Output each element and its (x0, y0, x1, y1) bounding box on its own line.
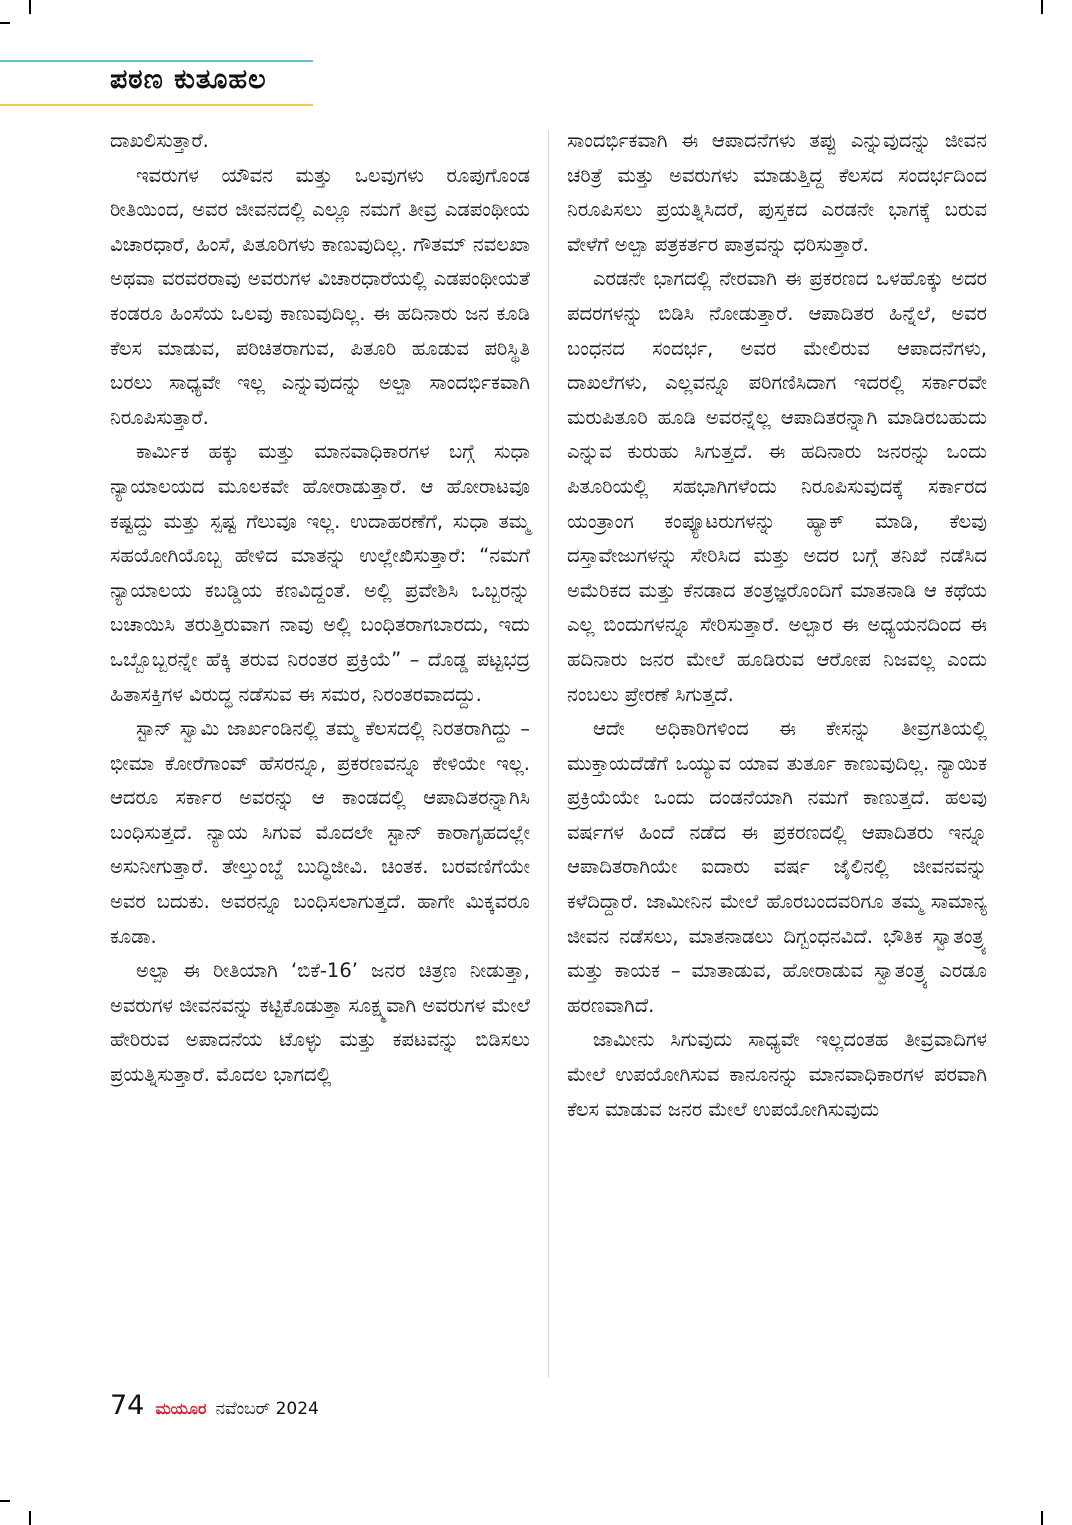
header-rule-top (0, 60, 313, 62)
magazine-logo: ಮಯೂರ (155, 1399, 207, 1418)
paragraph: ಅಲ್ಪಾ ಈ ರೀತಿಯಾಗಿ ‘ಬಿಕೆ-16’ ಜನರ ಚಿತ್ರಣ ನೀಡುತ್ತಾ, ಅವರುಗಳ ಜೀವನವನ್ನು ಕಟ್ಟಿಕೊಡುತ್ತಾ ಸೂಕ್ಷ್ಮವಾಗಿ ಅವರುಗಳ ಮೇಲೆ ಹೇರಿರುವ ಅಪಾದನೆಯ ಟೊಳ್ಳು ಮತ್ತು ಕಪಟವನ್ನು ಬಿಡಿಸಲು ಪ್ರಯತ್ನಿಸುತ್ತಾರೆ. ಮೊದಲ ಭಾಗದಲ್ಲಿ (110, 959, 530, 1087)
crop-mark-top-right (1041, 0, 1043, 14)
paragraph: ಎರಡನೇ ಭಾಗದಲ್ಲಿ ನೇರವಾಗಿ ಈ ಪ್ರಕರಣದ ಒಳಹೊಕ್ಕು ಅದರ ಪದರಗಳನ್ನು ಬಿಡಿಸಿ ನೋಡುತ್ತಾರೆ. ಆಪಾದಿತರ ಹಿನ್ನೆಲೆ, ಅವರ ಬಂಧನದ ಸಂದರ್ಭ, ಅವರ ಮೇಲಿರುವ ಆಪಾದನೆಗಳು, ದಾಖಲೆಗಳು, ಎಲ್ಲವನ್ನೂ ಪರಿಗಣಿಸಿದಾಗ ಇದರಲ್ಲಿ ಸರ್ಕಾರವೇ ಮರುಪಿತೂರಿ ಹೂಡಿ ಅವರನ್ನೆಲ್ಲ ಆಪಾದಿತರನ್ನಾಗಿ ಮಾಡಿರಬಹುದು ಎನ್ನುವ ಕುರುಹು ಸಿಗುತ್ತದೆ. ಈ ಹದಿನಾರು ಜನರನ್ನು ಒಂದು ಪಿತೂರಿಯಲ್ಲಿ ಸಹಭಾಗಿಗಳೆಂದು ನಿರೂಪಿಸುವುದಕ್ಕೆ ಸರ್ಕಾರದ ಯಂತ್ರಾಂಗ ಕಂಪ್ಯೂಟರುಗಳನ್ನು ಹ್ಯಾಕ್ ಮಾಡಿ, ಕೆಲವು ದಸ್ತಾವೇಜುಗಳನ್ನು ಸೇರಿಸಿದ ಮತ್ತು ಅದರ ಬಗ್ಗೆ ತನಿಖೆ ನಡೆಸಿದ ಅಮೆರಿಕದ ಮತ್ತು ಕೆನಡಾದ ತಂತ್ರಜ್ಞರೊಂದಿಗೆ ಮಾತನಾಡಿ ಆ ಕಥೆಯ ಎಲ್ಲ ಬಿಂದುಗಳನ್ನೂ ಸೇರಿಸುತ್ತಾರೆ. ಅಲ್ಪಾರ ಈ ಅಧ್ಯಯನದಿಂದ ಈ ಹದಿನಾರು ಜನರ ಮೇಲೆ ಹೂಡಿರುವ ಆರೋಪ ನಿಜವಲ್ಲ ಎಂದು ನಂಬಲು ಪ್ರೇರಣೆ ಸಿಗುತ್ತದೆ. (567, 267, 987, 706)
crop-mark-bottom-left (29, 1511, 31, 1525)
issue-date: ನವೆಂಬರ್ 2024 (215, 1399, 319, 1419)
left-column (110, 124, 530, 1093)
crop-mark-top-left (29, 0, 31, 14)
header-rule-bottom (0, 104, 313, 106)
paragraph: ದಾಖಲಿಸುತ್ತಾರೆ. (110, 129, 209, 152)
crop-mark-left-lower (0, 1500, 10, 1502)
crop-mark-left-upper (0, 22, 10, 24)
paragraph: ಸಾಂದರ್ಭಿಕವಾಗಿ ಈ ಆಪಾದನೆಗಳು ತಪ್ಪು ಎನ್ನುವುದನ್ನು ಜೀವನ ಚರಿತ್ರೆ ಮತ್ತು ಅವರುಗಳು ಮಾಡುತ್ತಿದ್ದ ಕೆಲಸದ ಸಂದರ್ಭದಿಂದ ನಿರೂಪಿಸಲು ಪ್ರಯತ್ನಿಸಿದರೆ, ಪುಸ್ತಕದ ಎರಡನೇ ಭಾಗಕ್ಕೆ ಬರುವ ವೇಳೆಗೆ ಅಲ್ಪಾ ಪತ್ರಕರ್ತರ ಪಾತ್ರವನ್ನು ಧರಿಸುತ್ತಾರೆ. (567, 129, 987, 256)
paragraph: ಜಾಮೀನು ಸಿಗುವುದು ಸಾಧ್ಯವೇ ಇಲ್ಲದಂತಹ ತೀವ್ರವಾದಿಗಳ ಮೇಲೆ ಉಪಯೋಗಿಸುವ ಕಾನೂನನ್ನು ಮಾನವಾಧಿಕಾರಗಳ ಪರವಾಗಿ ಕೆಲಸ ಮಾಡುವ ಜನರ ಮೇಲೆ ಉಪಯೋಗಿಸುವುದು (567, 1028, 987, 1121)
paragraph: ಸ್ಟಾನ್ ಸ್ವಾಮಿ ಜಾರ್ಖಂಡಿನಲ್ಲಿ ತಮ್ಮ ಕೆಲಸದಲ್ಲಿ ನಿರತರಾಗಿದ್ದು – ಭೀಮಾ ಕೋರೆಗಾಂವ್ ಹೆಸರನ್ನೂ, ಪ್ರಕರಣವನ್ನೂ ಕೇಳಿಯೇ ಇಲ್ಲ. ಆದರೂ ಸರ್ಕಾರ ಅವರನ್ನು ಆ ಕಾಂಡದಲ್ಲಿ ಆಪಾದಿತರನ್ನಾಗಿಸಿ ಬಂಧಿಸುತ್ತದೆ. ನ್ಯಾಯ ಸಿಗುವ ಮೊದಲೇ ಸ್ಟಾನ್ ಕಾರಾಗೃಹದಲ್ಲೇ ಅಸುನೀಗುತ್ತಾರೆ. ತೇಲ್ತುಂಬ್ಡೆ ಬುದ್ಧಿಜೀವಿ. ಚಿಂತಕ. ಬರವಣಿಗೆಯೇ ಅವರ ಬದುಕು. ಅವರನ್ನೂ ಬಂಧಿಸಲಾಗುತ್ತದೆ. ಹಾಗೇ ಮಿಕ್ಕವರೂ ಕೂಡಾ. (110, 717, 530, 948)
page-footer (110, 1390, 319, 1421)
paragraph: ಕಾರ್ಮಿಕ ಹಕ್ಕು ಮತ್ತು ಮಾನವಾಧಿಕಾರಗಳ ಬಗ್ಗೆ ಸುಧಾ ನ್ಯಾಯಾಲಯದ ಮೂಲಕವೇ ಹೋರಾಡುತ್ತಾರೆ. ಆ ಹೋರಾಟವೂ ಕಷ್ಟದ್ದು ಮತ್ತು ಸ್ಪಷ್ಟ ಗೆಲುವೂ ಇಲ್ಲ. ಉದಾಹರಣೆಗೆ, ಸುಧಾ ತಮ್ಮ ಸಹಯೋಗಿಯೊಬ್ಬ ಹೇಳಿದ ಮಾತನ್ನು ಉಲ್ಲೇಖಿಸುತ್ತಾರೆ: “ನಮಗೆ ನ್ಯಾಯಾಲಯ ಕಬಡ್ಡಿಯ ಕಣವಿದ್ದಂತೆ. ಅಲ್ಲಿ ಪ್ರವೇಶಿಸಿ ಒಬ್ಬರನ್ನು ಬಚಾಯಿಸಿ ತರುತ್ತಿರುವಾಗ ನಾವು ಅಲ್ಲಿ ಬಂಧಿತರಾಗಬಾರದು, ಇದು ಒಬ್ಬೊಬ್ಬರನ್ನೇ ಹೆಕ್ಕಿ ತರುವ ನಿರಂತರ ಪ್ರಕ್ರಿಯೆ” – ದೊಡ್ಡ ಪಟ್ಟಭದ್ರ ಹಿತಾಸಕ್ತಿಗಳ ವಿರುದ್ಧ ನಡೆಸುವ ಈ ಸಮರ, ನಿರಂತರವಾದದ್ದು. (110, 440, 530, 706)
crop-mark-bottom-right (1041, 1511, 1043, 1525)
paragraph: ಇವರುಗಳ ಯೌವನ ಮತ್ತು ಒಲವುಗಳು ರೂಪುಗೊಂಡ ರೀತಿಯಿಂದ, ಅವರ ಜೀವನದಲ್ಲಿ ಎಲ್ಲೂ ನಮಗೆ ತೀವ್ರ ಎಡಪಂಥೀಯ ವಿಚಾರಧಾರೆ, ಹಿಂಸೆ, ಪಿತೂರಿಗಳು ಕಾಣುವುದಿಲ್ಲ. ಗೌತಮ್ ನವಲಖಾ ಅಥವಾ ವರವರರಾವು ಅವರುಗಳ ವಿಚಾರಧಾರೆಯಲ್ಲಿ ಎಡಪಂಥೀಯತೆ ಕಂಡರೂ ಹಿಂಸೆಯ ಒಲವು ಕಾಣುವುದಿಲ್ಲ. ಈ ಹದಿನಾರು ಜನ ಕೂಡಿ ಕೆಲಸ ಮಾಡುವ, ಪರಿಚಿತರಾಗುವ, ಪಿತೂರಿ ಹೂಡುವ ಪರಿಸ್ಥಿತಿ ಬರಲು ಸಾಧ್ಯವೇ ಇಲ್ಲ ಎನ್ನುವುದನ್ನು ಅಲ್ಪಾ ಸಾಂದರ್ಭಿಕವಾಗಿ ನಿರೂಪಿಸುತ್ತಾರೆ. (110, 163, 530, 429)
page-number: 74 (110, 1390, 145, 1421)
column-divider (548, 130, 549, 1378)
right-column (567, 124, 987, 1127)
paragraph: ಆದೇ ಅಧಿಕಾರಿಗಳಿಂದ ಈ ಕೇಸನ್ನು ತೀವ್ರಗತಿಯಲ್ಲಿ ಮುಕ್ತಾಯದೆಡೆಗೆ ಒಯ್ಯುವ ಯಾವ ತುರ್ತೂ ಕಾಣುವುದಿಲ್ಲ. ನ್ಯಾಯಿಕ ಪ್ರಕ್ರಿಯೆಯೇ ಒಂದು ದಂಡನೆಯಾಗಿ ನಮಗೆ ಕಾಣುತ್ತದೆ. ಹಲವು ವರ್ಷಗಳ ಹಿಂದೆ ನಡೆದ ಈ ಪ್ರಕರಣದಲ್ಲಿ ಆಪಾದಿತರು ಇನ್ನೂ ಆಪಾದಿತರಾಗಿಯೇ ಐದಾರು ವರ್ಷ ಜೈಲಿನಲ್ಲಿ ಜೀವನವನ್ನು ಕಳೆದಿದ್ದಾರೆ. ಜಾಮೀನಿನ ಮೇಲೆ ಹೊರಬಂದವರಿಗೂ ತಮ್ಮ ಸಾಮಾನ್ಯ ಜೀವನ ನಡೆಸಲು, ಮಾತನಾಡಲು ದಿಗ್ಬಂಧನವಿದೆ. ಭೌತಿಕ ಸ್ವಾತಂತ್ರ್ಯ ಮತ್ತು ಕಾಯಕ – ಮಾತಾಡುವ, ಹೋರಾಡುವ ಸ್ವಾತಂತ್ರ್ಯ ಎರಡೂ ಹರಣವಾಗಿದೆ. (567, 717, 987, 1017)
section-title: ಪಠಣ ಕುತೂಹಲ (110, 64, 267, 95)
